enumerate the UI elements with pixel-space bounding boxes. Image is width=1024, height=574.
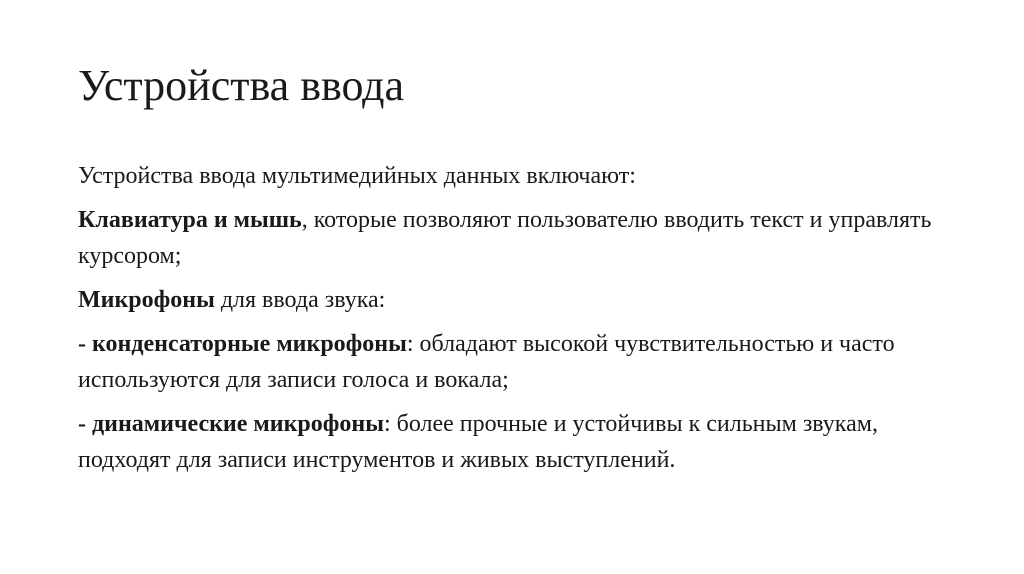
- item-keyboard-mouse-text: , которые позволяют пользователю вводить текст и управлять курсором;: [78, 207, 932, 269]
- item-condenser-microphones-term: - конденсаторные микрофоны: [78, 331, 407, 357]
- slide-title: Устройства ввода: [78, 61, 405, 110]
- item-dynamic-microphones: [78, 406, 958, 478]
- item-condenser-microphones-text: : обладают высокой чувствительностью и часто используются для записи голоса и вокала;: [78, 331, 895, 393]
- item-keyboard-mouse: [78, 202, 958, 274]
- item-dynamic-microphones-text: : более прочные и устойчивы к сильным звукам, подходят для записи инструментов и живых выступлений.: [78, 411, 878, 473]
- item-microphones-term: Микрофоны: [78, 287, 215, 313]
- item-microphones-text: для ввода звука:: [214, 287, 386, 313]
- item-microphones: [78, 282, 958, 318]
- item-condenser-microphones: [78, 326, 958, 398]
- slide-content: [78, 158, 958, 486]
- intro-paragraph: Устройства ввода мультимедийных данных включают:: [78, 163, 636, 189]
- item-keyboard-mouse-term: Клавиатура и мышь: [78, 207, 302, 233]
- item-dynamic-microphones-term: - динамические микрофоны: [78, 411, 384, 437]
